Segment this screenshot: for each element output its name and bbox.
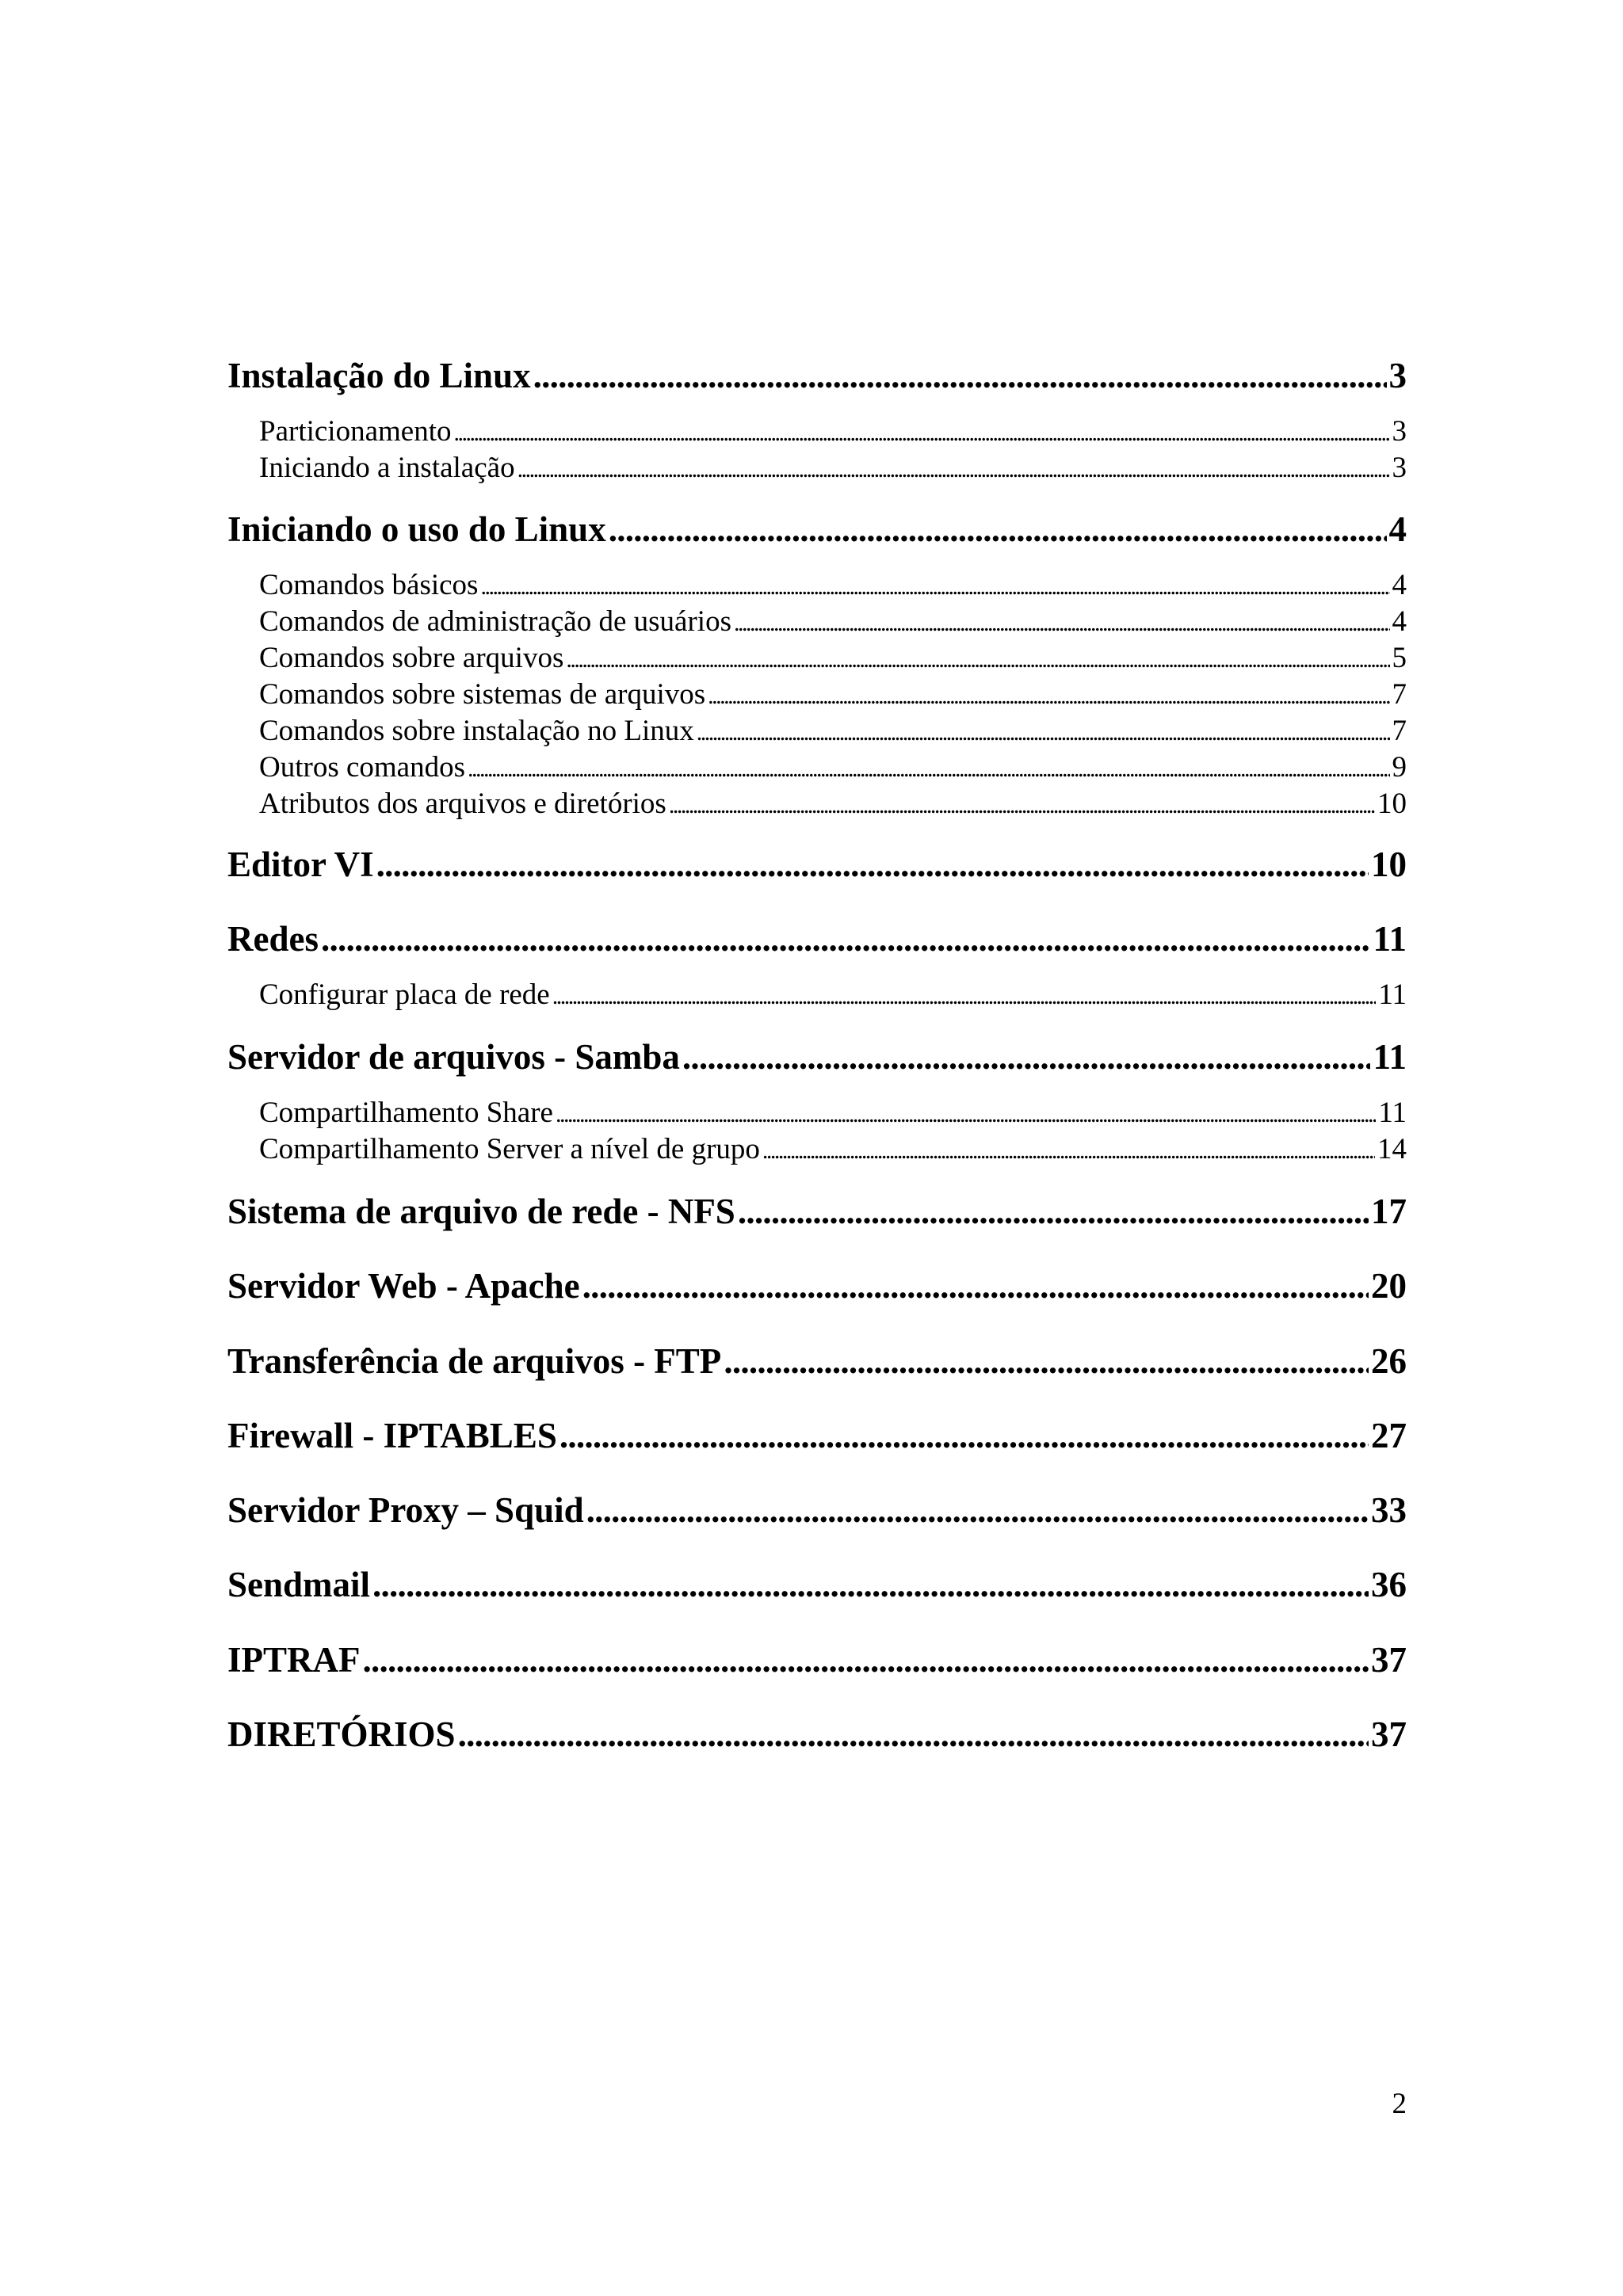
toc-dot-leader — [556, 1095, 1376, 1133]
toc-chapter-entry[interactable] — [227, 1415, 1407, 1456]
toc-dot-leader — [734, 604, 1390, 642]
toc-dot-leader — [372, 1564, 1369, 1605]
toc-chapter-entry[interactable] — [227, 509, 1407, 550]
toc-dot-leader — [697, 713, 1390, 751]
toc-section-entry[interactable] — [227, 450, 1407, 488]
toc-entry-page-number: 4 — [1392, 605, 1407, 638]
toc-section-entry[interactable] — [227, 604, 1407, 642]
toc-entry-page-number: 36 — [1371, 1565, 1407, 1604]
toc-entry-title: Editor VI — [227, 845, 374, 884]
toc-entry-title: Compartilhamento Share — [259, 1097, 553, 1129]
toc-entry-title: Servidor Web - Apache — [227, 1266, 580, 1306]
toc-entry-title: Instalação do Linux — [227, 356, 531, 395]
toc-dot-leader — [533, 355, 1387, 396]
toc-chapter-entry[interactable] — [227, 1639, 1407, 1680]
toc-entry-page-number: 17 — [1371, 1192, 1407, 1231]
toc-dot-leader — [566, 640, 1389, 678]
toc-entry-page-number: 26 — [1371, 1341, 1407, 1381]
toc-entry-title: IPTRAF — [227, 1640, 361, 1680]
toc-entry-title: Sendmail — [227, 1565, 371, 1604]
toc-entry-title: Outros comandos — [259, 751, 465, 784]
toc-chapter-entry[interactable] — [227, 1714, 1407, 1755]
toc-chapter-entry[interactable] — [227, 1489, 1407, 1531]
toc-dot-leader — [559, 1415, 1369, 1456]
toc-dot-leader — [552, 977, 1377, 1015]
toc-section-entry[interactable] — [227, 749, 1407, 788]
toc-entry-title: Comandos sobre instalação no Linux — [259, 715, 694, 747]
toc-dot-leader — [738, 1191, 1369, 1232]
page-number: 2 — [1392, 2088, 1407, 2120]
toc-section-entry[interactable] — [227, 1095, 1407, 1133]
toc-chapter-entry[interactable] — [227, 1564, 1407, 1605]
toc-entry-page-number: 3 — [1388, 356, 1407, 395]
toc-entry-title: Servidor de arquivos - Samba — [227, 1037, 680, 1077]
toc-section-entry[interactable] — [227, 677, 1407, 715]
toc-entry-page-number: 7 — [1392, 678, 1407, 711]
toc-entry-page-number: 11 — [1378, 978, 1407, 1011]
toc-entry-title: Atributos dos arquivos e diretórios — [259, 788, 666, 820]
toc-dot-leader — [682, 1036, 1371, 1077]
toc-entry-title: Particionamento — [259, 415, 452, 448]
toc-entry-page-number: 20 — [1371, 1266, 1407, 1306]
toc-dot-leader — [609, 509, 1387, 550]
toc-entry-page-number: 10 — [1377, 788, 1407, 820]
toc-dot-leader — [669, 786, 1375, 824]
toc-dot-leader — [724, 1341, 1369, 1382]
toc-dot-leader — [321, 918, 1370, 959]
toc-entry-title: Iniciando a instalação — [259, 452, 515, 484]
toc-dot-leader — [762, 1131, 1375, 1169]
toc-entry-page-number: 11 — [1373, 919, 1407, 959]
toc-entry-title: Firewall - IPTABLES — [227, 1416, 557, 1455]
toc-entry-page-number: 27 — [1371, 1416, 1407, 1455]
toc-entry-page-number: 33 — [1371, 1490, 1407, 1530]
toc-entry-title: Iniciando o uso do Linux — [227, 509, 606, 549]
toc-entry-title: Comandos básicos — [259, 569, 479, 601]
toc-entry-title: DIRETÓRIOS — [227, 1714, 456, 1754]
toc-entry-title: Servidor Proxy – Squid — [227, 1490, 584, 1530]
toc-section-entry[interactable] — [227, 1131, 1407, 1169]
toc-entry-title: Comandos de administração de usuários — [259, 605, 731, 638]
toc-section-entry[interactable] — [227, 414, 1407, 452]
toc-entry-title: Configurar placa de rede — [259, 978, 550, 1011]
toc-chapter-entry[interactable] — [227, 355, 1407, 396]
toc-chapter-entry[interactable] — [227, 1341, 1407, 1382]
toc-dot-leader — [458, 1714, 1369, 1755]
toc-entry-page-number: 3 — [1392, 452, 1407, 484]
toc-entry-page-number: 5 — [1392, 642, 1407, 674]
toc-dot-leader — [517, 450, 1390, 488]
table-of-contents — [227, 355, 1407, 1765]
toc-entry-title: Comandos sobre sistemas de arquivos — [259, 678, 706, 711]
toc-entry-page-number: 3 — [1392, 415, 1407, 448]
toc-section-entry[interactable] — [227, 786, 1407, 824]
toc-entry-page-number: 10 — [1371, 845, 1407, 884]
toc-dot-leader — [708, 677, 1389, 715]
toc-entry-title: Transferência de arquivos - FTP — [227, 1341, 722, 1381]
toc-dot-leader — [582, 1265, 1369, 1306]
toc-dot-leader — [454, 414, 1390, 452]
toc-chapter-entry[interactable] — [227, 918, 1407, 959]
toc-entry-page-number: 9 — [1392, 751, 1407, 784]
toc-entry-title: Comandos sobre arquivos — [259, 642, 564, 674]
toc-dot-leader — [376, 844, 1369, 885]
toc-section-entry[interactable] — [227, 567, 1407, 605]
toc-chapter-entry[interactable] — [227, 844, 1407, 885]
toc-entry-page-number: 14 — [1377, 1133, 1407, 1165]
toc-entry-page-number: 7 — [1392, 715, 1407, 747]
toc-entry-page-number: 4 — [1388, 509, 1407, 549]
toc-chapter-entry[interactable] — [227, 1265, 1407, 1306]
toc-dot-leader — [586, 1489, 1369, 1531]
toc-entry-page-number: 37 — [1371, 1714, 1407, 1754]
toc-dot-leader — [363, 1639, 1369, 1680]
toc-entry-title: Compartilhamento Server a nível de grupo — [259, 1133, 760, 1165]
toc-dot-leader — [480, 567, 1389, 605]
toc-entry-page-number: 11 — [1373, 1037, 1407, 1077]
toc-entry-title: Sistema de arquivo de rede - NFS — [227, 1192, 735, 1231]
toc-entry-page-number: 11 — [1378, 1097, 1407, 1129]
toc-entry-title: Redes — [227, 919, 319, 959]
toc-chapter-entry[interactable] — [227, 1191, 1407, 1232]
toc-chapter-entry[interactable] — [227, 1036, 1407, 1077]
toc-entry-page-number: 4 — [1392, 569, 1407, 601]
toc-entry-page-number: 37 — [1371, 1640, 1407, 1680]
toc-dot-leader — [468, 749, 1390, 788]
toc-section-entry[interactable] — [227, 640, 1407, 678]
toc-section-entry[interactable] — [227, 977, 1407, 1015]
toc-section-entry[interactable] — [227, 713, 1407, 751]
